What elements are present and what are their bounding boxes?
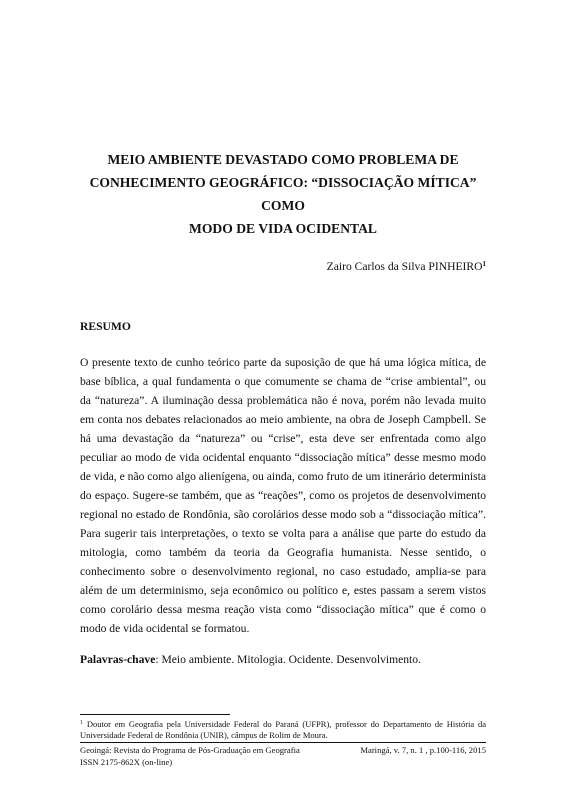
footer-issn: ISSN 2175-862X (on-line) bbox=[80, 757, 173, 767]
footer-citation: Maringá, v. 7, n. 1 , p.100-116, 2015 bbox=[360, 745, 486, 755]
footer-journal-info bbox=[80, 744, 300, 768]
author-line bbox=[327, 260, 486, 273]
keywords-list: : Meio ambiente. Mitologia. Ocidente. Desenvolvimento. bbox=[155, 653, 421, 666]
abstract-body: O presente texto de cunho teórico parte da suposição de que há uma lógica mítica, de base bíblica, a qual fundamenta o que comumente se chama de “crise ambiental”, ou da “natureza”. A iluminação dessa problemática não é nova, porém não levada muito em conta nos debates relacionados ao meio ambiente, na obra de Joseph Campbell. Se há uma devastação da “natureza” ou “crise”, esta deve ser enfrentada como algo peculiar ao modo de vida ocidental enquanto “dissociação mítica” desse mesmo modo de vida, e não como algo alienígena, ou ainda, como fruto de um itinerário determinista do espaço. Sugere-se também, que as “reações”, como os projetos de desenvolvimento regional no estado de Rondônia, são corolários desse modo sob a “dissociação mítica”. Para sugerir tais interpretações, o texto se volta para a análise que parte do estudo da mitologia, como também da teoria da Geografia humanista. Nesse sentido, o conhecimento sobre o desenvolvimento regional, no caso estudado, amplia-se para além de um determinismo, seja econômico ou político e, estes passam a serem vistos como corolário dessa mesma reação vista como “dissociação mítica” que é como o modo de vida ocidental se formatou. bbox=[80, 356, 486, 635]
footer-divider bbox=[80, 742, 486, 743]
footnote-text: Doutor em Geografia pela Universidade Federal do Paraná (UFPR), professor do Departamento de História da Universidade Federal de Rondônia (UNIR), câmpus de Rolim de Moura. bbox=[80, 719, 486, 740]
abstract-heading: RESUMO bbox=[80, 320, 131, 333]
keywords-label: Palavras-chave bbox=[80, 653, 156, 666]
footnote bbox=[80, 718, 486, 740]
title-line-2: CONHECIMENTO GEOGRÁFICO: “DISSOCIAÇÃO MÍTICA” COMO bbox=[89, 175, 477, 213]
title-line-1: MEIO AMBIENTE DEVASTADO COMO PROBLEMA DE bbox=[107, 152, 459, 167]
footer-journal-name: Geoingá: Revista do Programa de Pós-Graduação em Geografia bbox=[80, 745, 300, 755]
author-footnote-ref[interactable]: 1 bbox=[482, 260, 486, 268]
title-line-3: MODO DE VIDA OCIDENTAL bbox=[189, 221, 377, 236]
keywords-line bbox=[80, 653, 486, 666]
footnote-number: 1 bbox=[80, 720, 83, 726]
author-name: Zairo Carlos da Silva PINHEIRO bbox=[326, 260, 483, 273]
footnote-divider bbox=[80, 714, 230, 715]
article-title bbox=[80, 148, 486, 240]
